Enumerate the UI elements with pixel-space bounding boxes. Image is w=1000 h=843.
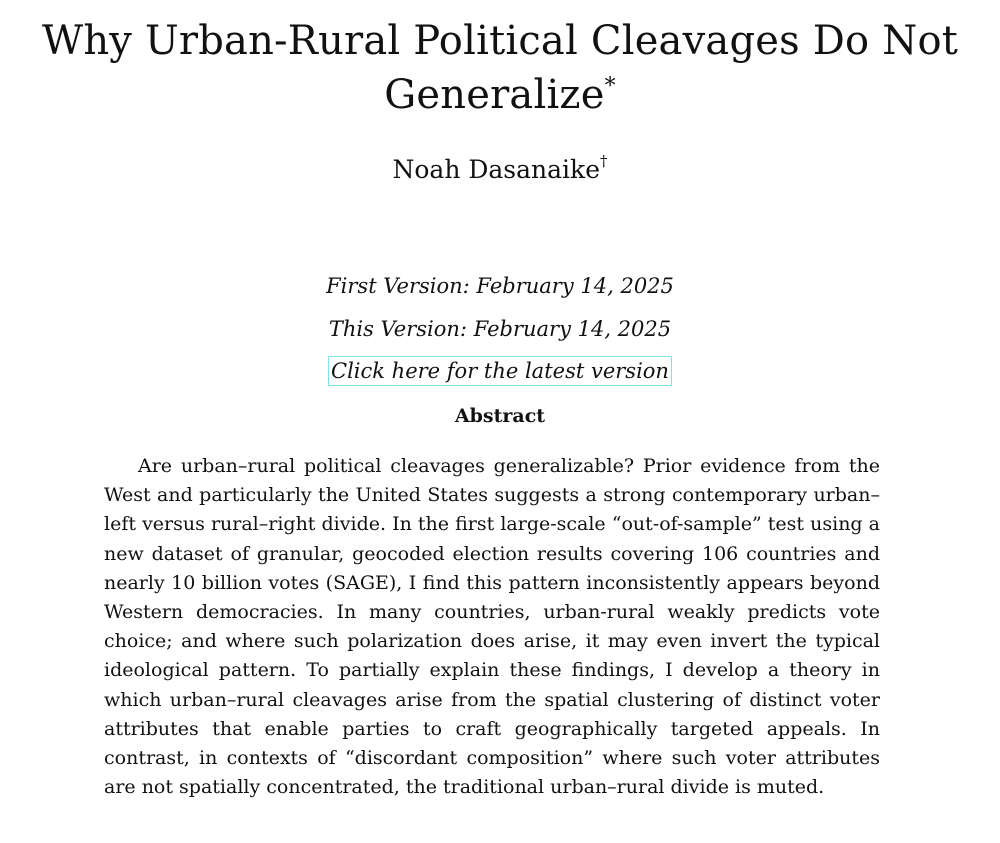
title-footnote-mark[interactable]: * — [604, 74, 616, 99]
latest-version-row — [0, 356, 1000, 386]
author-footnote-mark[interactable]: † — [600, 152, 608, 170]
author-name: Noah Dasanaike — [392, 155, 600, 184]
paper-title-text: Why Urban-Rural Political Cleavages Do Not Generalize — [42, 18, 958, 118]
abstract-heading: Abstract — [454, 405, 546, 427]
latest-version-link[interactable]: Click here for the latest version — [328, 356, 672, 386]
abstract-text: Are urban–rural political cleavages generalizable? Prior evidence from the West and particularly the United States suggests a strong contemporary urban–left versus rural–right divide. In the first large-scale “out-of-sample” test using a new dataset of granular, geocoded election results covering 106 countries and nearly 10 billion votes (SAGE), I find this pattern inconsistently appears beyond Western democracies. In many countries, urban-rural weakly predicts vote choice; and where such polarization does arise, it may even invert the typical ideological pattern. To partially explain these findings, I develop a theory in which urban–rural cleavages arise from the spatial clustering of distinct voter attributes that enable parties to craft geographically targeted appeals. In contrast, in contexts of “discordant composition” where such voter attributes are not spatially concentrated, the traditional urban–rural divide is muted. — [104, 455, 880, 799]
author-line — [0, 153, 1000, 187]
first-version-date: First Version: February 14, 2025 — [326, 274, 674, 298]
this-version-date: This Version: February 14, 2025 — [328, 317, 672, 341]
paper-title — [20, 14, 980, 122]
